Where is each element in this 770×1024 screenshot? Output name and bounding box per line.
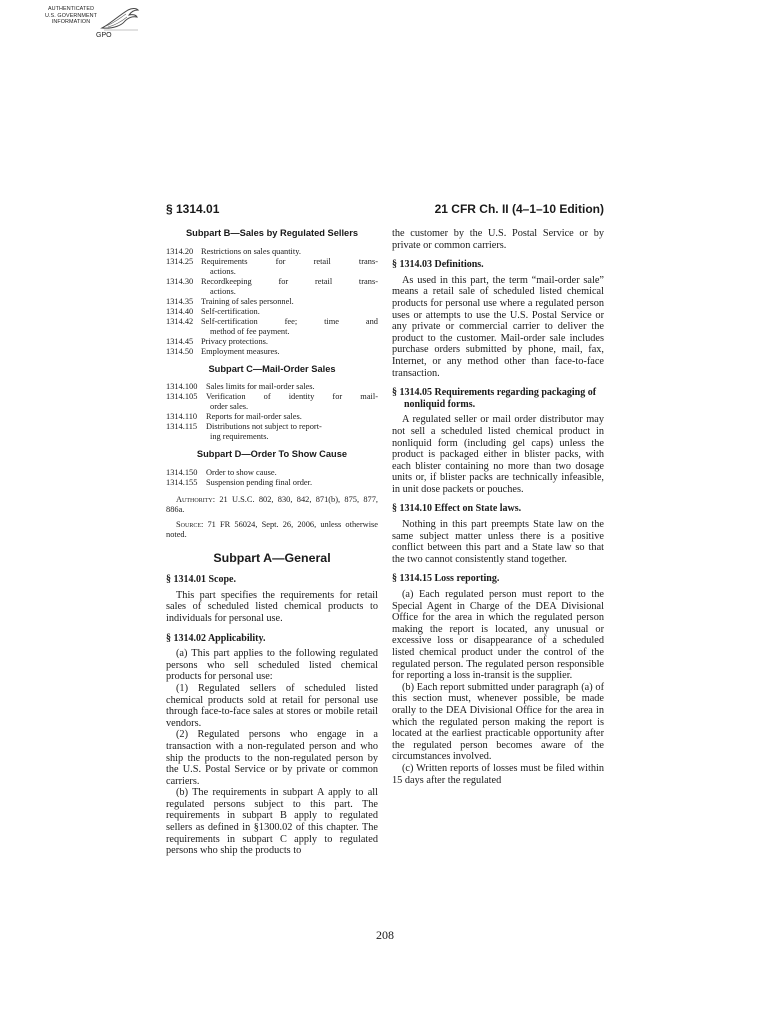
toc-entry: 1314.35 Training of sales personnel. [166, 296, 294, 306]
section-1314-03-title: § 1314.03 Definitions. [392, 259, 484, 271]
section-1314-02-title: § 1314.02 Applicability. [166, 632, 266, 644]
subpart-d-heading: Subpart D—Order To Show Cause [196, 449, 348, 460]
toc-entry-continued: ing requirements. [210, 432, 269, 442]
section-1314-05-title: § 1314.05 Requirements regarding packaging of nonliquid forms. [392, 387, 597, 410]
subpart-a-heading: Subpart A—General [213, 550, 331, 565]
spacer [392, 495, 604, 503]
section-1314-15-para-a: (a) Each regulated person must report to the Special Agent in Charge of the DEA Divisional Office for the area in which the regulated person making the report is located, any unusual or excessive loss or disappearance of a scheduled listed chemical product under the control of the regulated person. The regulated person responsible for reporting a loss in-transit is the supplier. [392, 589, 604, 682]
authority-note: Authority: 21 U.S.C. 802, 830, 842, 871(b), 875, 877, 886a. [166, 494, 379, 514]
section-1314-02-para-b: (b) The requirements in subpart A apply to all regulated persons subject to this part. The requirements in subpart B apply to regulated sellers as defined in §1300.02 of this chapter. The requirements in subpart C apply to regulated persons who ship the products to [166, 787, 378, 857]
spacer [392, 379, 604, 387]
running-header-section: § 1314.01 [166, 202, 220, 216]
toc-entry: 1314.25 Requirements for retail trans- [166, 256, 378, 266]
section-1314-02-para-a: (a) This part applies to the following regulated persons who sell scheduled listed chemical products for personal use: [166, 648, 378, 683]
section-1314-02-para-2: (2) Regulated persons who engage in a transaction with a non-regulated person and who ship the products to the non-regulated person by the U.S. Postal Service or by private or common carriers. [166, 729, 378, 787]
section-1314-01-text: This part specifies the requirements for retail sales of scheduled listed chemical products to individuals for personal use. [166, 589, 378, 624]
toc-entry: 1314.40 Self-certification. [166, 306, 260, 316]
right-column [392, 228, 604, 786]
source-note: Source: 71 FR 56024, Sept. 26, 2006, unless otherwise noted. [166, 520, 378, 540]
logo-line-3: INFORMATION [51, 19, 91, 26]
toc-entry-continued: actions. [210, 266, 236, 276]
subpart-c-heading: Subpart C—Mail-Order Sales [208, 363, 336, 374]
toc-entry: 1314.42 Self-certification fee; time and [166, 316, 378, 326]
running-header-edition: 21 CFR Ch. II (4–1–10 Edition) [434, 202, 604, 216]
spacer [392, 251, 604, 259]
section-1314-15-para-c: (c) Written reports of losses must be filed within 15 days after the regulated [392, 762, 604, 786]
toc-entry: 1314.155 Suspension pending final order. [166, 477, 313, 487]
left-column [166, 228, 378, 857]
subpart-b-toc [166, 247, 378, 357]
section-1314-01-title: § 1314.01 Scope. [166, 574, 236, 586]
logo-line-2: U.S. GOVERNMENT [44, 12, 98, 19]
toc-entry: 1314.115 Distributions not subject to report- [166, 422, 322, 432]
toc-entry: 1314.100 Sales limits for mail-order sales. [166, 382, 315, 392]
logo-text [40, 6, 102, 26]
section-1314-02-para-1: (1) Regulated sellers of scheduled listed chemical products sold at retail for personal use through face-to-face sales at stores or mobile retail vendors. [166, 682, 378, 729]
section-1314-05-text: A regulated seller or mail order distributor may not sell a scheduled listed chemical product in nonliquid form (including gel caps) unless the product is packaged either in blister packs, with each blister containing no more than two dosage units or, if blister packs are technically infeasible, in unit dose packets or pouches. [392, 414, 604, 495]
toc-entry: 1314.50 Employment measures. [166, 346, 280, 356]
page-number: 208 [376, 928, 394, 942]
toc-entry: 1314.45 Privacy protections. [166, 336, 268, 346]
subpart-d-toc [166, 468, 378, 488]
section-1314-10-text: Nothing in this part preempts State law on the same subject matter unless there is a positive conflict between this part and a State law so that the two cannot consistently stand together. [392, 519, 604, 565]
subpart-c-toc [166, 382, 378, 442]
gpo-authentication-logo [40, 6, 144, 46]
toc-entry: 1314.110 Reports for mail-order sales. [166, 412, 302, 422]
toc-entry-continued: order sales. [210, 402, 249, 412]
section-1314-15-para-b: (b) Each report submitted under paragraph (a) of this section must, whenever possible, be made orally to the DEA Divisional Office for the area in which the regulated person making the report is located at the earliest practicable opportunity after the regulated person becomes aware of the circumstances involved. [392, 681, 604, 763]
toc-entry-continued: method of fee payment. [210, 326, 290, 336]
section-1314-15-title: § 1314.15 Loss reporting. [392, 573, 500, 585]
toc-entry: 1314.20 Restrictions on sales quantity. [166, 246, 301, 256]
subpart-b-heading: Subpart B—Sales by Regulated Sellers [185, 228, 359, 238]
toc-entry-continued: actions. [210, 286, 236, 296]
gpo-label: GPO [96, 32, 112, 39]
eagle-icon [98, 6, 142, 34]
toc-entry: 1314.30 Recordkeeping for retail trans- [166, 276, 378, 286]
logo-line-1: AUTHENTICATED [47, 6, 95, 12]
toc-entry: 1314.150 Order to show cause. [166, 467, 277, 477]
continued-text: the customer by the U.S. Postal Service or by private or common carriers. [392, 228, 604, 251]
section-1314-10-title: § 1314.10 Effect on State laws. [392, 503, 522, 515]
spacer [392, 565, 604, 573]
spacer [166, 625, 378, 633]
section-1314-03-text: As used in this part, the term “mail-order sale” means a retail sale of scheduled listed chemical products for personal use where a regulated person uses or attempts to use the U.S. Postal Service or any private or commercial carrier to deliver the product to the customer. Mail-order sale includes purchase orders submitted by phone, mail, fax, Internet, or any method other than face-to-face transaction. [392, 274, 604, 379]
toc-entry: 1314.105 Verification of identity for mail- [166, 392, 378, 402]
